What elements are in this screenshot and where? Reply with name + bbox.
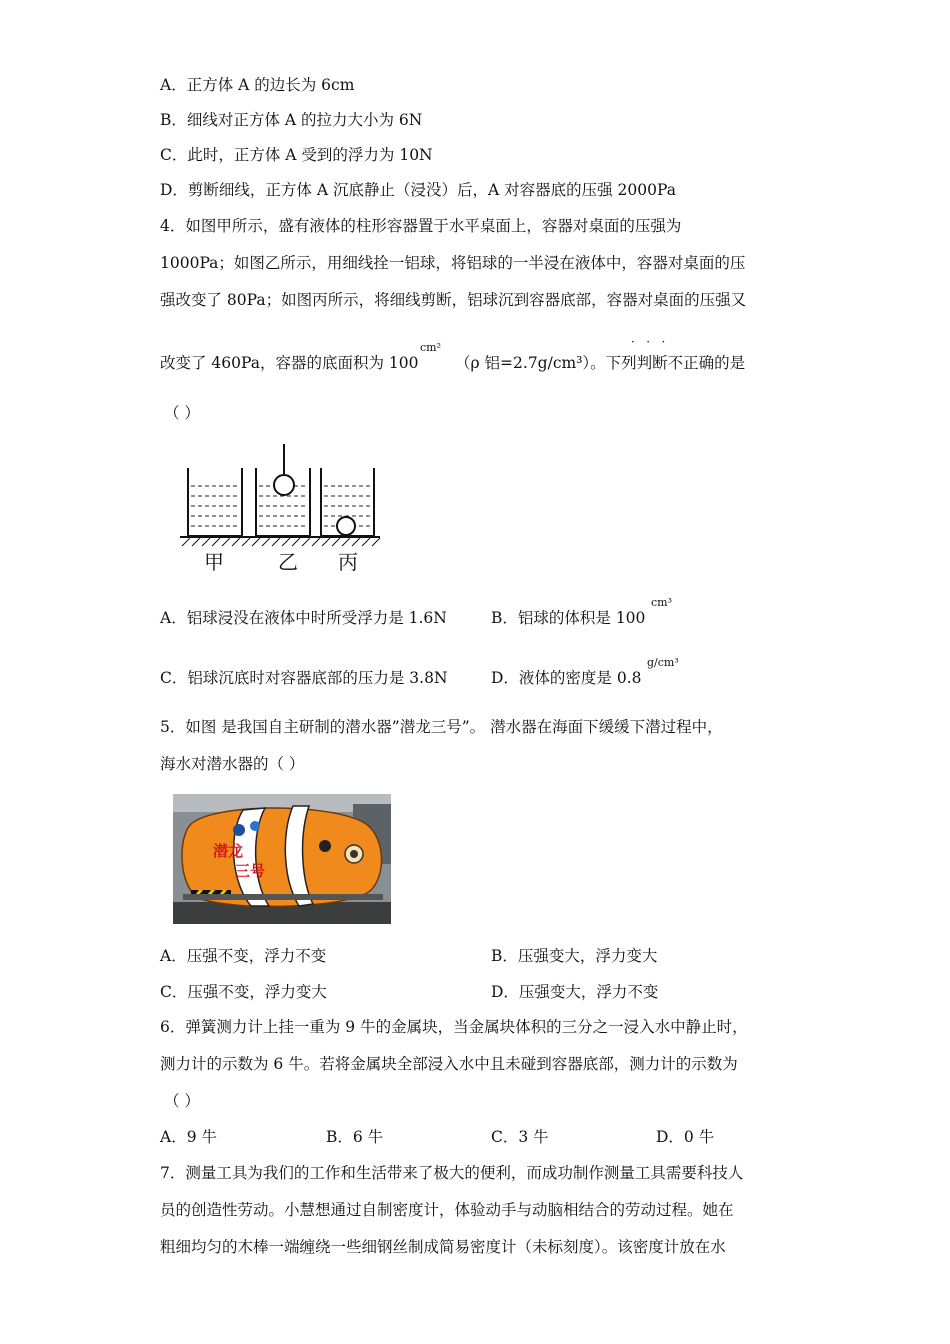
q6-option-d: D．0 牛 [656,1128,715,1146]
q4-stem-line4b: （ρ 铝=2.7g/cm³）。下列判断不正确的是 [455,354,746,372]
q3-option-d: D．剪断细线，正方体 A 沉底静止（浸没）后，A 对容器底的压强 2000Pa [160,181,676,199]
q4-option-a: A．铝球浸没在液体中时所受浮力是 1.6N [160,609,447,627]
q6-option-a: A．9 牛 [160,1128,217,1146]
three-containers-diagram [178,440,383,576]
q7-stem-line1: 7．测量工具为我们的工作和生活带来了极大的便利，而成功制作测量工具需要科技人 [160,1164,744,1182]
q4-option-d-unit: g/cm³ [647,656,679,669]
q7-stem-line2: 员的创造性劳动。小慧想通过自制密度计，体验动手与动脑相结合的劳动过程。她在 [160,1201,734,1219]
label-jia: 甲 [204,550,224,574]
q4-option-c: C．铝球沉底时对容器底部的压力是 3.8N [160,669,448,687]
q4-option-d: D．液体的密度是 0.8 [491,669,642,687]
photo-text-qianlong: 潜龙 [213,842,244,860]
q5-stem-line2: 海水对潜水器的（ ） [160,755,305,773]
q5-option-d: D．压强变大，浮力不变 [491,983,659,1001]
q6-answer-paren: （ ） [164,1092,200,1110]
q4-unit-cm2: cm² [420,341,442,354]
q4-option-b: B．铝球的体积是 100 [491,609,646,627]
q3-option-b: B．细线对正方体 A 的拉力大小为 6N [160,111,423,129]
q7-stem-line3: 粗细均匀的木棒一端缠绕一些细钢丝制成简易密度计（未标刻度）。该密度计放在水 [160,1238,726,1256]
q5-option-c: C．压强不变，浮力变大 [160,983,327,1001]
q6-option-b: B．6 牛 [326,1128,384,1146]
q6-option-c: C．3 牛 [491,1128,549,1146]
aluminum-ball-bottom [337,517,355,535]
q4-stem-line2: 1000Pa；如图乙所示，用细线拴一铝球，将铝球的一半浸在液体中，容器对桌面的压 [160,254,746,272]
label-bing: 丙 [338,550,358,574]
aluminum-ball-half-submerged [274,475,294,495]
q4-option-b-unit: cm³ [651,596,673,609]
q3-option-c: C．此时，正方体 A 受到的浮力为 10N [160,146,433,164]
label-yi: 乙 [278,550,298,574]
q6-stem-line2: 测力计的示数为 6 牛。若将金属块全部浸入水中且未碰到容器底部，测力计的示数为 [160,1055,738,1073]
photo-text-sanhao: 三号 [235,862,266,880]
q4-stem-line1: 4．如图甲所示，盛有液体的柱形容器置于水平桌面上，容器对桌面的压强为 [160,217,682,235]
q4-stem-line3: 强改变了 80Pa；如图丙所示，将细线剪断，铝球沉到容器底部，容器对桌面的压强又 [160,291,747,309]
submersible-photo [173,794,391,924]
q5-option-a: A．压强不变，浮力不变 [160,947,327,965]
q6-stem-line1: 6．弹簧测力计上挂一重为 9 牛的金属块，当金属块体积的三分之一浸入水中静止时， [160,1018,748,1036]
q4-answer-paren: （ ） [164,404,200,422]
q3-option-a: A．正方体 A 的边长为 6cm [160,76,355,94]
q5-stem-line1: 5．如图 是我国自主研制的潜水器”潜龙三号”。 潜水器在海面下缓缓下潜过程中， [160,718,723,736]
q5-option-b: B．压强变大，浮力变大 [491,947,658,965]
q4-stem-line4: 改变了 460Pa，容器的底面积为 100 [160,354,419,372]
emphasis-dots: · · · [631,335,666,349]
